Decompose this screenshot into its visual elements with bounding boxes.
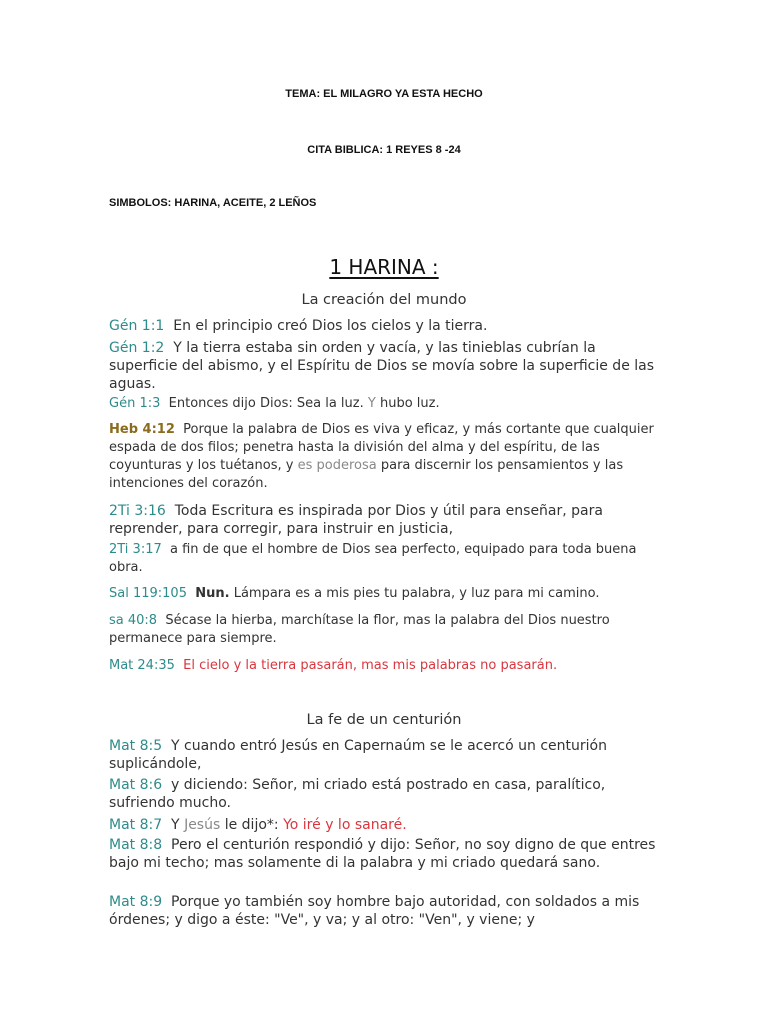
- verse-text: a fin de que el hombre de Dios sea perfecto, equipado para toda buena obra.: [109, 542, 637, 575]
- verse-text-gray: Y: [367, 396, 376, 411]
- verse-gen-1-2: [109, 339, 661, 393]
- verse-ref: Gén 1:1: [109, 318, 165, 334]
- verse-text: Y cuando entró Jesús en Capernaúm se le acercó un centurión suplicándole,: [109, 738, 607, 772]
- verse-ref: Mat 8:9: [109, 894, 163, 910]
- verse-ref: sa 40:8: [109, 613, 158, 628]
- verse-text: Porque yo también soy hombre bajo autoridad, con soldados a mis órdenes; y digo a éste: "Ve", y va; y al otro: "Ven", y viene; y: [109, 894, 640, 928]
- verse-ref: Mat 8:8: [109, 837, 163, 853]
- cita-line: CITA BIBLICA: 1 REYES 8 -24: [307, 144, 461, 156]
- verse-ref: Gén 1:2: [109, 340, 165, 356]
- verse-ref: Sal 119:105: [109, 586, 187, 601]
- section-title-centurion: La fe de un centurión: [306, 712, 462, 728]
- verse-ref: Mat 8:7: [109, 817, 163, 833]
- verse-text-gray: es poderosa: [297, 458, 377, 473]
- verse-text: le dijo*:: [224, 817, 279, 833]
- verse-mat-8-7: [109, 816, 661, 834]
- verse-text: En el principio creó Dios los cielos y la tierra.: [173, 318, 488, 334]
- verse-text-red: El cielo y la tierra pasarán, mas mis palabras no pasarán.: [183, 658, 558, 673]
- verse-text: y diciendo: Señor, mi criado está postrado en casa, paralítico, sufriendo mucho.: [109, 777, 606, 811]
- verse-ref: Heb 4:12: [109, 422, 175, 437]
- simbolos-line: SIMBOLOS: HARINA, ACEITE, 2 LEÑOS: [109, 197, 317, 209]
- verse-text: Pero el centurión respondió y dijo: Señor, no soy digno de que entres bajo mi techo; mas solamente di la palabra y mi criado quedará sano.: [109, 837, 656, 871]
- verse-mat-8-9: [109, 893, 661, 929]
- verse-text: Y la tierra estaba sin orden y vacía, y las tinieblas cubrían la superficie del abismo, y el Espíritu de Dios se movía sobre la superficie de las aguas.: [109, 340, 655, 392]
- verse-ref: 2Ti 3:16: [109, 503, 166, 519]
- verse-ref: Mat 8:5: [109, 738, 163, 754]
- verse-mat-8-5: [109, 737, 661, 773]
- verse-gen-1-1: [109, 317, 661, 335]
- verse-text: Entonces dijo Dios: Sea la luz.: [168, 396, 364, 411]
- verse-text: Y: [171, 817, 180, 833]
- verse-mat-8-8: [109, 836, 661, 872]
- verse-text: hubo luz.: [379, 396, 440, 411]
- verse-text: para discernir los pensamientos y las intenciones del corazón.: [109, 458, 624, 491]
- verse-text-red: Yo iré y lo sanaré.: [283, 817, 407, 833]
- section-title-creation: La creación del mundo: [301, 292, 467, 308]
- verse-2ti-3-16: [109, 502, 661, 538]
- verse-heb-4-12: [109, 421, 661, 493]
- verse-isa-40-8: [109, 612, 661, 648]
- verse-gen-1-3: [109, 395, 661, 413]
- main-heading: 1 HARINA :: [329, 255, 439, 279]
- verse-mat-8-6: [109, 776, 661, 812]
- verse-ref: 2Ti 3:17: [109, 542, 162, 557]
- verse-text: Lámpara es a mis pies tu palabra, y luz para mi camino.: [233, 586, 600, 601]
- verse-text: Porque la palabra de Dios es viva y eficaz, y más cortante que cualquier espada de dos filos; penetra hasta la división del alma y del espíritu, de las coyunturas y los tuétanos, y: [109, 422, 654, 473]
- verse-sal-119-105: [109, 585, 661, 603]
- verse-2ti-3-17: [109, 541, 661, 577]
- verse-ref: Gén 1:3: [109, 396, 161, 411]
- verse-text-bold: Nun.: [195, 586, 230, 601]
- verse-ref: Mat 24:35: [109, 658, 175, 673]
- tema-line: TEMA: EL MILAGRO YA ESTA HECHO: [285, 88, 483, 100]
- verse-mat-24-35: [109, 657, 661, 675]
- verse-text: Sécase la hierba, marchítase la flor, mas la palabra del Dios nuestro permanece para siempre.: [109, 613, 610, 646]
- verse-text-gray: Jesús: [184, 817, 221, 833]
- verse-text: Toda Escritura es inspirada por Dios y útil para enseñar, para reprender, para corregir, para instruir en justicia,: [109, 503, 603, 537]
- verse-ref: Mat 8:6: [109, 777, 163, 793]
